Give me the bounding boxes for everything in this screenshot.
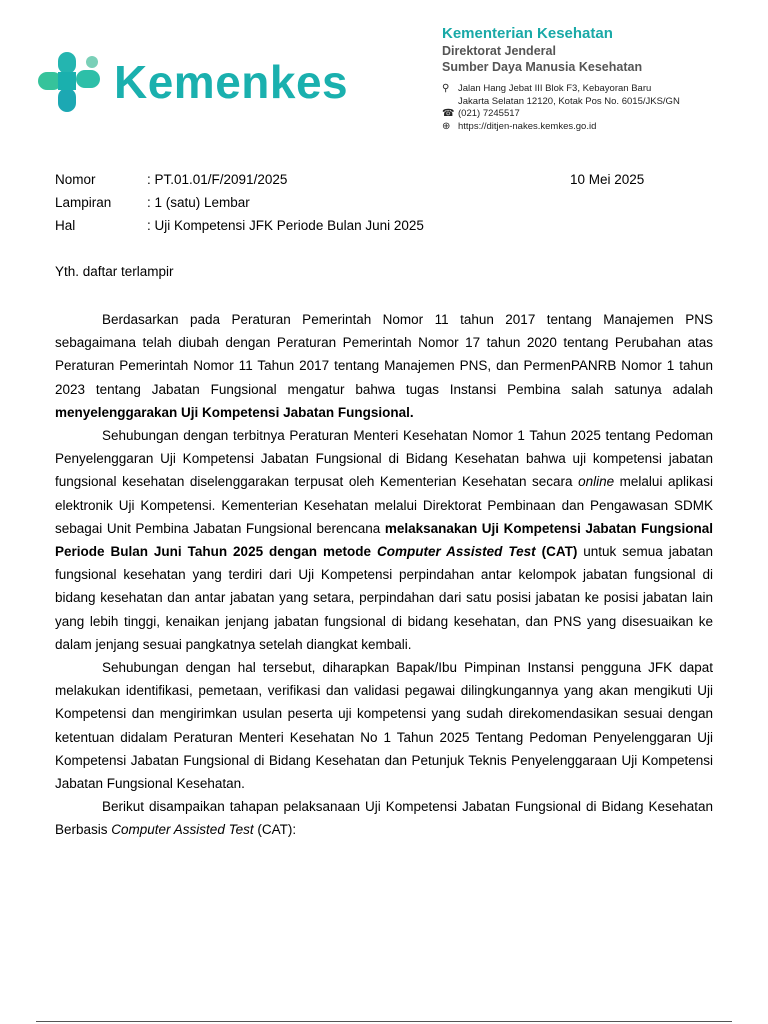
letter-date: 10 Mei 2025 — [570, 172, 645, 187]
paragraph-2: Sehubungan dengan terbitnya Peraturan Menteri Kesehatan Nomor 1 Tahun 2025 tentang Pedoman Penyelenggaran Uji Kompetensi Jabatan Fungsional di Bidang Kesehatan bahwa uji kompetensi jabatan fungsional kesehatan diselenggarakan terpusat oleh Kementerian Kesehatan secara online melalui aplikasi elektronik Uji Kompetensi. Kementerian Kesehatan melalui Direktorat Pembinaan dan Pengawasan SDMK sebagai Unit Pembina Jabatan Fungsional berencana melaksanakan Uji Kompetensi Jabatan Fungsional Periode Bulan Juni Tahun 2025 dengan metode Computer Assisted Test (CAT) untuk semua jabatan fungsional kesehatan yang terdiri dari Uji Kompetensi perpindahan antar kelompok jabatan fungsional di bidang kesehatan dan antar jabatan yang setara, perpindahan dari satu posisi jabatan ke posisi jabatan lain yang lebih tinggi, kenaikan jenjang jabatan fungsional di bidang kesehatan, dan PNS yang disesuaikan ke dalam jenjang sesuai pangkatnya setelah diangkat kembali. — [55, 428, 714, 652]
kemenkes-logo — [36, 50, 349, 114]
letter-body — [55, 308, 713, 842]
addressee: Yth. daftar terlampir — [55, 264, 174, 279]
lampiran-value: : 1 (satu) Lembar — [147, 195, 250, 210]
footer-divider — [36, 1021, 732, 1022]
letterhead — [442, 24, 762, 133]
web-row — [442, 121, 762, 134]
lampiran-label: Lampiran — [55, 195, 112, 210]
org-name: Kementerian Kesehatan — [442, 25, 613, 42]
phone-icon: ☎ — [442, 108, 455, 119]
address-line-2: Jakarta Selatan 12120, Kotak Pos No. 6015/JKS/GN — [458, 95, 680, 107]
kemenkes-cross-icon — [36, 50, 104, 114]
website-link[interactable]: https://ditjen-nakes.kemkes.go.id — [458, 120, 597, 132]
paragraph-4: Berikut disampaikan tahapan pelaksanaan Uji Kompetensi Jabatan Fungsional di Bidang Kesehatan Berbasis Computer Assisted Test (CAT): — [55, 799, 713, 838]
paragraph-3: Sehubungan dengan hal tersebut, diharapkan Bapak/Ibu Pimpinan Instansi pengguna JFK dapat melakukan identifikasi, pemetaan, verifikasi dan validasi pegawai dilingkungannya yang akan mengikuti Uji Kompetensi dan mengirimkan usulan peserta uji kompetensi yang sudah direkomendasikan sesuai dengan ketentuan didalam Peraturan Menteri Kesehatan No 1 Tahun 2025 Tentang Pedoman Penyelenggaran Uji Kompetensi Jabatan Fungsional di Bidang Kesehatan dan Petunjuk Teknis Penyelenggaraan Uji Kompetensi Jabatan Fungsional Kesehatan. — [55, 660, 713, 792]
hal-value: : Uji Kompetensi JFK Periode Bulan Juni 2025 — [147, 218, 424, 233]
phone-row — [442, 108, 762, 121]
paragraph-1: Berdasarkan pada Peraturan Pemerintah Nomor 11 tahun 2017 tentang Manajemen PNS sebagaimana telah diubah dengan Peraturan Pemerintah Nomor 17 tahun 2020 tentang Perubahan atas Peraturan Pemerintah Nomor 11 Tahun 2017 tentang Manajemen PNS, dan PermenPANRB Nomor 1 tahun 2023 tentang Jabatan Fungsional mengatur bahwa tugas Instansi Pembina salah satunya adalah menyelenggarakan Uji Kompetensi Jabatan Fungsional. — [55, 312, 713, 420]
globe-icon: ⊕ — [442, 120, 451, 132]
contact-block — [442, 83, 762, 133]
letter-meta — [55, 170, 715, 239]
address-line-1: Jalan Hang Jebat III Blok F3, Kebayoran Baru — [458, 83, 652, 94]
hal-row — [55, 216, 715, 239]
address-row — [442, 83, 762, 108]
org-sub-1: Direktorat Jenderal — [442, 44, 556, 58]
nomor-value: : PT.01.01/F/2091/2025 — [147, 172, 288, 187]
org-sub-2: Sumber Daya Manusia Kesehatan — [442, 60, 643, 74]
logo-wordmark: Kemenkes — [114, 56, 349, 108]
lampiran-row — [55, 193, 715, 216]
phone-number: (021) 7245517 — [458, 108, 520, 119]
nomor-row — [55, 170, 715, 193]
hal-label: Hal — [55, 218, 76, 233]
nomor-label: Nomor — [55, 172, 96, 187]
location-icon: ⚲ — [442, 83, 450, 94]
